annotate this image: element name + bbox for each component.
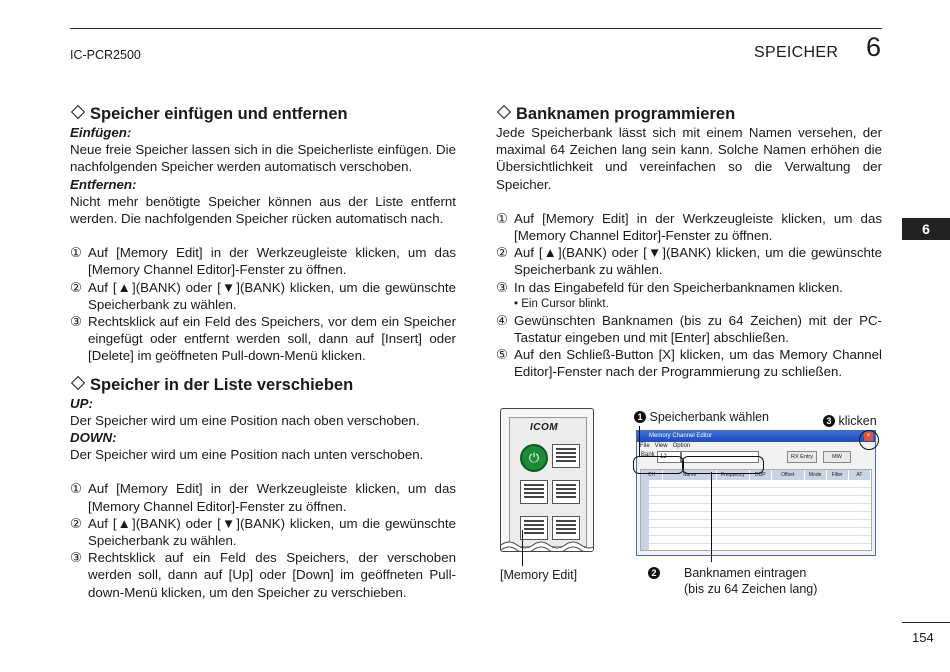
paragraph: Der Speicher wird um eine Position nach unten verschoben. bbox=[70, 447, 424, 463]
window-title-bar: Memory Channel Editor × bbox=[637, 431, 875, 442]
footer-rule bbox=[902, 622, 950, 623]
diamond-icon bbox=[71, 376, 85, 390]
step-item: ① Auf [Memory Edit] in der Werkzeugleiste klicken, um das [Memory Channel Editor]-Fenster zu öffnen. bbox=[496, 210, 882, 244]
header-rule bbox=[70, 28, 882, 29]
memory-channel-editor-window bbox=[636, 430, 876, 556]
paragraph: Jede Speicherbank lässt sich mit einem Namen versehen, der maximal 64 Zeichen lang sein kann. Solche Namen erhöhen die Übersichtlichkeit und vereinfachen so die Verwaltung der Speicher. bbox=[496, 125, 882, 192]
icom-logo: ICOM bbox=[530, 422, 559, 433]
sub-label: UP: bbox=[70, 395, 93, 411]
step-item: ③ Rechtsklick auf ein Feld des Speichers, vor dem ein Speicher eingefügt oder entfernt werden soll, dann auf [Insert] oder [Delete] im geöffneten Pull-down-Menü klicken. bbox=[70, 314, 456, 364]
callout-line bbox=[522, 530, 523, 566]
section-heading: Banknamen programmieren bbox=[496, 104, 882, 124]
bank-selector[interactable]: 12 bbox=[657, 451, 681, 463]
left-column bbox=[70, 104, 456, 601]
callout-2-subtext: (bis zu 64 Zeichen lang) bbox=[684, 582, 818, 596]
step-item: ② Auf [▲](BANK) oder [▼](BANK) klicken, um die gewünschte Speicherbank zu wählen. bbox=[70, 515, 456, 549]
chapter-number: 6 bbox=[866, 32, 882, 62]
step-item: ② Auf [▲](BANK) oder [▼](BANK) klicken, um die gewünschte Speicherbank zu wählen. bbox=[496, 245, 882, 278]
side-chapter-tab: 6 bbox=[902, 218, 950, 240]
channel-grid: CH Name Frequency DUP Offset Mode Filter AT bbox=[640, 469, 872, 551]
diamond-icon bbox=[71, 105, 85, 119]
callout-line bbox=[639, 426, 640, 456]
sub-label: Einfügen: bbox=[70, 125, 132, 140]
model-name: IC-PCR2500 bbox=[70, 48, 141, 62]
paragraph: Neue freie Speicher lassen sich in die Speicherliste einfügen. Die nachfolgenden Speicher werden automatisch verschoben. bbox=[70, 142, 456, 175]
section-heading: Speicher in der Liste verschieben bbox=[70, 375, 456, 395]
chapter-title: SPEICHER bbox=[754, 44, 839, 61]
step-item: ① Auf [Memory Edit] in der Werkzeugleiste klicken, um das [Memory Channel Editor]-Fenster zu öffnen. bbox=[70, 245, 456, 278]
memory-edit-label: [Memory Edit] bbox=[500, 568, 578, 582]
cut-wave bbox=[501, 529, 593, 552]
step-item: ③ Rechtsklick auf ein Feld des Speichers, der verschoben werden soll, dann auf [Up] oder [Down] im geöffneten Pull-down-Menü klicken, um den Speicher zu verschieben. bbox=[70, 550, 456, 600]
step-item: ③ In das Eingabefeld für den Speicherbanknamen klicken. bbox=[496, 279, 843, 295]
sub-label: DOWN: bbox=[70, 430, 117, 446]
callout-2-num: 2 bbox=[648, 566, 660, 581]
figure-screenshot bbox=[496, 406, 886, 606]
paragraph: Nicht mehr benötigte Speicher können aus der Liste entfernt werden. Die nachfolgenden Speicher rücken automatisch nach. bbox=[70, 193, 456, 227]
rx-entry-button[interactable]: RX Entry bbox=[787, 451, 817, 463]
page-number: 154 bbox=[912, 630, 934, 645]
diamond-icon bbox=[497, 105, 511, 119]
close-highlight bbox=[859, 430, 879, 450]
list-icon bbox=[552, 444, 580, 468]
sub-label: Entfernen: bbox=[70, 176, 137, 192]
mw-button[interactable]: MW bbox=[823, 451, 851, 463]
toolbar-panel-image bbox=[500, 408, 594, 552]
callout-2-text: Banknamen eintragen bbox=[684, 566, 807, 580]
close-icon[interactable]: × bbox=[864, 432, 873, 441]
step-item: ⑤ Auf den Schließ-Button [X] klicken, um das Memory Channel Editor]-Fenster nach der Programmierung zu schließen. bbox=[496, 347, 882, 380]
paragraph: Der Speicher wird um eine Position nach oben verschoben. bbox=[70, 412, 420, 428]
window-menu: File View Option bbox=[640, 443, 691, 449]
callout-line bbox=[711, 472, 712, 562]
keypad-icon bbox=[552, 480, 580, 504]
right-column bbox=[496, 104, 882, 381]
callout-3: 3 klicken bbox=[823, 414, 877, 429]
step-item: ④ Gewünschten Banknamen (bis zu 64 Zeichen) mit der PC-Tastatur eingeben und mit [Enter] abschließen. bbox=[496, 312, 882, 346]
keypad-icon bbox=[520, 480, 548, 504]
power-icon: ⏻ bbox=[520, 444, 548, 472]
section-heading: Speicher einfügen und entfernen bbox=[70, 104, 456, 124]
step-item: ① Auf [Memory Edit] in der Werkzeugleiste klicken, um das [Memory Channel Editor]-Fenster zu öffnen. bbox=[70, 481, 456, 514]
bank-highlight bbox=[633, 456, 684, 474]
window-toolbar: Bank 12 RX Entry MW bbox=[637, 450, 875, 464]
step-item: ② Auf [▲](BANK) oder [▼](BANK) klicken, um die gewünschte Speicherbank zu wählen. bbox=[70, 279, 456, 312]
name-highlight bbox=[682, 456, 764, 474]
callout-1: 1 Speicherbank wählen bbox=[634, 410, 769, 425]
bullet-note: • Ein Cursor blinkt. bbox=[514, 297, 609, 310]
